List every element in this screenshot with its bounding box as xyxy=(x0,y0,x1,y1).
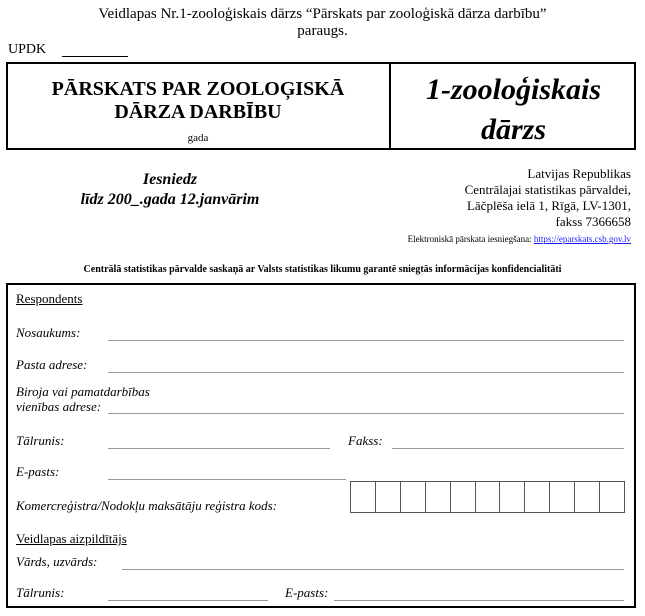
report-title-line-2: DĀRZA DARBĪBU xyxy=(114,101,282,123)
register-code-cell[interactable] xyxy=(574,482,599,512)
phone-field[interactable] xyxy=(108,448,330,449)
form-name xyxy=(391,70,636,150)
submit-line-2: līdz 200_.gada 12.janvārim xyxy=(80,191,260,208)
office-address-label-line-2: vienības adrese: xyxy=(16,399,102,414)
filler-name-field[interactable] xyxy=(122,569,624,570)
filler-section-title: Veidlapas aizpildītājs xyxy=(16,531,127,546)
recipient-address xyxy=(465,166,631,230)
eparskats-label: Elektroniskā pārskata iesniegšana: xyxy=(407,234,532,244)
register-code-cell[interactable] xyxy=(524,482,549,512)
register-code-cell[interactable] xyxy=(375,482,400,512)
report-title-line-1: PĀRSKATS PAR ZOOLOĢISKĀ xyxy=(51,78,345,100)
address-line-4: fakss 7366658 xyxy=(555,214,631,229)
submit-deadline xyxy=(40,170,300,210)
office-address-label xyxy=(16,384,150,414)
report-title xyxy=(8,78,388,124)
respondent-form-box xyxy=(6,283,636,608)
name-field[interactable] xyxy=(108,340,624,341)
form-name-line-2: dārzs xyxy=(480,113,547,146)
postal-address-field[interactable] xyxy=(108,372,624,373)
register-code-cell[interactable] xyxy=(425,482,450,512)
register-code-boxes xyxy=(350,481,625,513)
name-label: Nosaukums: xyxy=(16,325,81,340)
filler-email-field[interactable] xyxy=(334,600,624,601)
updk-label: UPDK xyxy=(8,42,47,57)
filler-name-label: Vārds, uzvārds: xyxy=(16,554,98,569)
eparskats-note xyxy=(408,234,631,244)
confidentiality-notice: Centrālā statistikas pārvalde saskaņā ar Valsts statistikas likumu garantē sniegtās informācijas konfidencialitāti xyxy=(83,264,562,275)
address-line-3: Lāčplēša ielā 1, Rīgā, LV-1301, xyxy=(466,198,631,213)
phone-label: Tālrunis: xyxy=(16,433,65,448)
filler-email-label: E-pasts: xyxy=(285,585,329,600)
respondent-section-title: Respondents xyxy=(16,291,83,306)
caption-line-2: paraugs. xyxy=(297,23,348,39)
office-address-field[interactable] xyxy=(108,413,624,414)
fax-label: Fakss: xyxy=(348,433,383,448)
address-line-2: Centrālajai statistikas pārvaldei, xyxy=(464,182,631,197)
caption-line-1: Veidlapas Nr.1-zooloģiskais dārzs “Pārskats par zooloģiskā dārza darbību” xyxy=(98,6,547,22)
form-name-line-1: 1-zooloģiskais xyxy=(425,73,602,106)
register-code-cell[interactable] xyxy=(549,482,574,512)
register-code-cell[interactable] xyxy=(599,482,624,512)
updk-field[interactable] xyxy=(62,56,128,57)
filler-phone-label: Tālrunis: xyxy=(16,585,65,600)
email-label: E-pasts: xyxy=(16,464,60,479)
office-address-label-line-1: Biroja vai pamatdarbības xyxy=(16,384,150,399)
register-code-label: Komercreģistra/Nodokļu maksātāju reģistra kods: xyxy=(16,498,278,513)
register-code-cell[interactable] xyxy=(499,482,524,512)
eparskats-link[interactable]: https://eparskats.csb.gov.lv xyxy=(533,234,631,244)
register-code-cell[interactable] xyxy=(450,482,475,512)
postal-address-label: Pasta adrese: xyxy=(16,357,88,372)
fax-field[interactable] xyxy=(392,448,624,449)
register-code-cell[interactable] xyxy=(475,482,500,512)
filler-phone-field[interactable] xyxy=(108,600,268,601)
address-line-1: Latvijas Republikas xyxy=(527,166,631,181)
submit-line-1: Iesniedz xyxy=(142,171,198,188)
email-field[interactable] xyxy=(108,479,346,480)
year-label: gada xyxy=(187,132,209,144)
register-code-cell[interactable] xyxy=(351,482,375,512)
register-code-cell[interactable] xyxy=(400,482,425,512)
